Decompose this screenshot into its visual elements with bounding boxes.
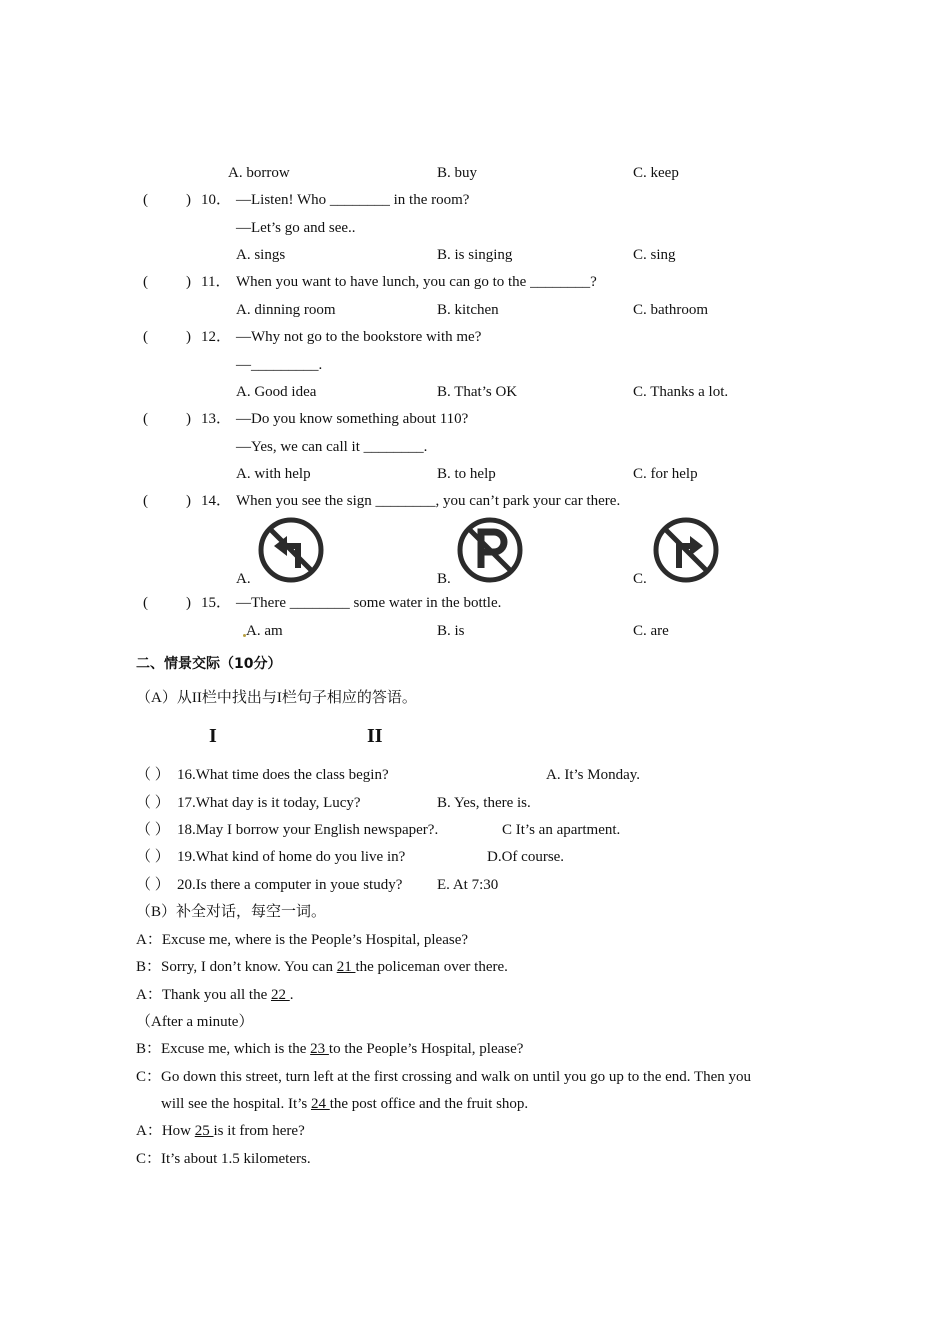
q10-option-a: A. sings: [236, 247, 286, 263]
match-question-18: 18.May I borrow your English newspaper?.: [177, 822, 439, 838]
q13-reply: —Yes, we can call it ________.: [236, 439, 428, 455]
q15-number: 15．: [201, 595, 232, 611]
q15-option-a: A. am: [246, 623, 283, 639]
match-question-19: 19.What kind of home do you live in?: [177, 849, 406, 865]
q11-option-b: B. kitchen: [437, 302, 499, 318]
section2-part-b-instruction: （B）补全对话，每空一词。: [136, 904, 327, 920]
q11-option-a: A. dinning room: [236, 302, 336, 318]
match-question-16: 16.What time does the class begin?: [177, 767, 389, 783]
q15-question: —There ________ some water in the bottle.: [236, 595, 502, 611]
dialogue-text: the policeman over there.: [355, 959, 508, 975]
no-right-turn-icon: [652, 516, 720, 584]
q12-question: —Why not go to the bookstore with me?: [236, 329, 482, 345]
q13-open-paren: (: [143, 411, 148, 427]
dialogue-text: Excuse me, where is the People’s Hospital, please?: [161, 932, 469, 948]
match-answer-c: C It’s an apartment.: [502, 822, 621, 838]
q15-option-b: B. is: [437, 623, 465, 639]
q9-option-c: C. keep: [633, 165, 679, 181]
q13-number: 13．: [201, 411, 232, 427]
blank-22[interactable]: 22: [270, 987, 290, 1003]
dialogue-line-9: [136, 1150, 311, 1168]
dialogue-line-8: [136, 1122, 305, 1140]
q14-option-a: A.: [236, 571, 251, 587]
match-question-20: 20.Is there a computer in youe study?: [177, 877, 403, 893]
section2-title: 二、情景交际（10分）: [136, 656, 282, 672]
dialogue-text: is it from here?: [213, 1123, 305, 1139]
q10-option-c: C. sing: [633, 247, 676, 263]
dialogue-line-5: [136, 1040, 523, 1058]
dialogue-line-2: [136, 958, 508, 976]
blank-24[interactable]: 24: [310, 1096, 330, 1112]
dialogue-text: the post office and the fruit shop.: [329, 1096, 529, 1112]
q10-close-paren: ): [186, 192, 191, 208]
q10-open-paren: (: [143, 192, 148, 208]
dialogue-line-6: [136, 1068, 751, 1086]
dialogue-text: Go down this street, turn left at the first crossing and walk on until you go up to the end. Then you: [161, 1069, 752, 1085]
dialogue-text: It’s about 1.5 kilometers.: [161, 1151, 311, 1167]
match-answer-b: B. Yes, there is.: [437, 795, 531, 811]
column-i-header: I: [209, 725, 217, 747]
match-bracket-17: （ ）: [136, 795, 170, 811]
dialogue-text: How: [161, 1123, 195, 1139]
q14-close-paren: ): [186, 493, 191, 509]
blank-21[interactable]: 21: [336, 959, 356, 975]
column-ii-header: II: [367, 725, 383, 747]
q11-open-paren: (: [143, 274, 148, 290]
speaker-b: B：: [136, 959, 162, 975]
q12-close-paren: ): [186, 329, 191, 345]
dialogue-text: Thank you all the: [161, 987, 271, 1003]
q11-option-c: C. bathroom: [633, 302, 708, 318]
q13-question: —Do you know something about 110?: [236, 411, 469, 427]
dialogue-line-1: [136, 931, 468, 949]
q10-reply: —Let’s go and see..: [236, 220, 356, 236]
q14-open-paren: (: [143, 493, 148, 509]
dialogue-text: .: [289, 987, 294, 1003]
speaker-a: A：: [136, 1123, 162, 1139]
q9-option-a: A. borrow: [228, 165, 290, 181]
speaker-a: A：: [136, 932, 162, 948]
match-bracket-18: （ ）: [136, 822, 170, 838]
dialogue-text: will see the hospital. It’s: [161, 1096, 311, 1112]
q13-option-b: B. to help: [437, 466, 496, 482]
q12-number: 12．: [201, 329, 232, 345]
match-bracket-19: （ ）: [136, 849, 170, 865]
q11-question: When you want to have lunch, you can go to the ________?: [236, 274, 597, 290]
no-parking-icon: [456, 516, 524, 584]
q14-option-c: C.: [633, 571, 647, 587]
q15-open-paren: (: [143, 595, 148, 611]
q14-option-b: B.: [437, 571, 451, 587]
match-bracket-16: （ ）: [136, 767, 170, 783]
speaker-c: C：: [136, 1151, 162, 1167]
q14-question: When you see the sign ________, you can’t park your car there.: [236, 493, 621, 509]
dialogue-text: to the People’s Hospital, please?: [328, 1041, 524, 1057]
match-answer-a: A. It’s Monday.: [546, 767, 641, 783]
q14-number: 14．: [201, 493, 232, 509]
blank-25[interactable]: 25: [194, 1123, 214, 1139]
dialogue-text: Sorry, I don’t know. You can: [161, 959, 337, 975]
q10-option-b: B. is singing: [437, 247, 513, 263]
q15-close-paren: ): [186, 595, 191, 611]
q15-option-c: C. are: [633, 623, 669, 639]
blank-23[interactable]: 23: [310, 1041, 329, 1057]
dialogue-stage-note: （After a minute）: [136, 1014, 254, 1030]
q12-reply: —_________.: [236, 357, 323, 373]
q13-option-a: A. with help: [236, 466, 311, 482]
match-question-17: 17.What day is it today, Lucy?: [177, 795, 361, 811]
match-answer-e: E. At 7:30: [437, 877, 499, 893]
q12-option-b: B. That’s OK: [437, 384, 518, 400]
q11-close-paren: ): [186, 274, 191, 290]
dialogue-line-7: [161, 1095, 528, 1113]
q11-number: 11．: [201, 274, 231, 290]
match-answer-d: D.Of course.: [487, 849, 565, 865]
dialogue-line-3: [136, 986, 293, 1004]
match-bracket-20: （ ）: [136, 877, 170, 893]
q12-open-paren: (: [143, 329, 148, 345]
q9-option-b: B. buy: [437, 165, 478, 181]
speaker-a: A：: [136, 987, 162, 1003]
speaker-c: C：: [136, 1069, 162, 1085]
speaker-b: B：: [136, 1041, 162, 1057]
dialogue-text: Excuse me, which is the: [161, 1041, 311, 1057]
q13-option-c: C. for help: [633, 466, 698, 482]
q10-number: 10．: [201, 192, 232, 208]
q10-question: —Listen! Who ________ in the room?: [236, 192, 470, 208]
q12-option-a: A. Good idea: [236, 384, 317, 400]
q12-option-c: C. Thanks a lot.: [633, 384, 729, 400]
q13-close-paren: ): [186, 411, 191, 427]
no-left-turn-icon: [257, 516, 325, 584]
section2-part-a-instruction: （A）从II栏中找出与I栏句子相应的答语。: [136, 690, 417, 706]
